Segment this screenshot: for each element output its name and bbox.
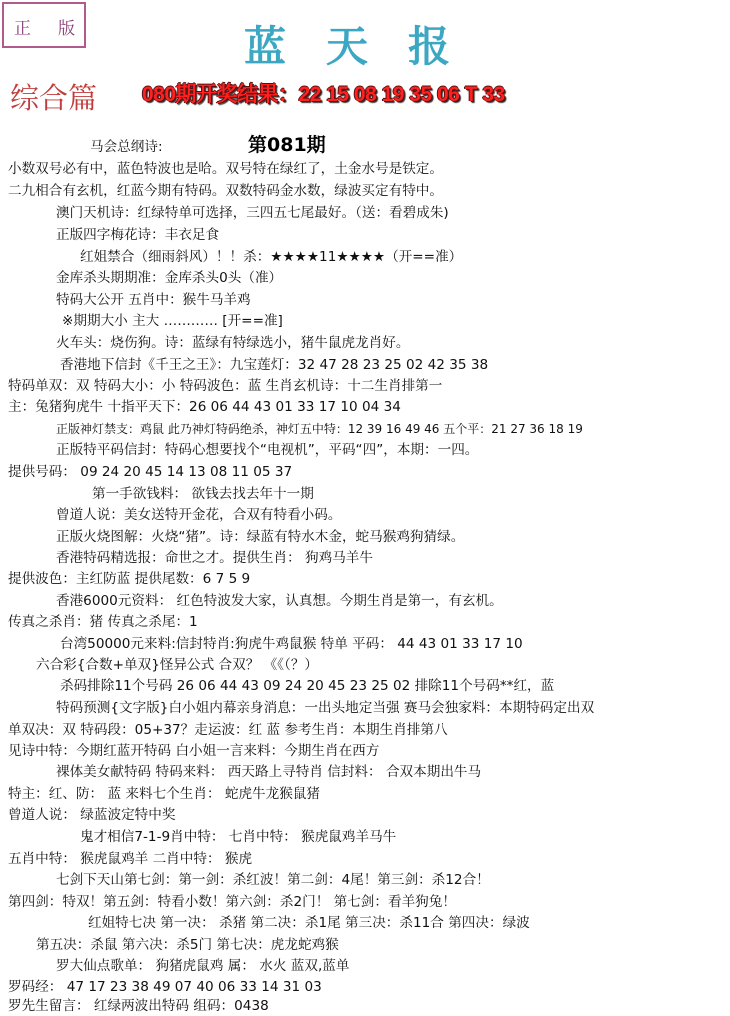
content-line: 小数双号必有中，蓝色特波也是哈。双号特在绿红了，土金水号是铁定。 xyxy=(8,161,443,177)
content-line: 红姐特七决 第一决： 杀猪 第二决：杀1尾 第三决：杀11合 第四决：绿波 xyxy=(88,915,530,931)
content-line: 香港地下信封《千王之王》：九宝莲灯：32 47 28 23 25 02 42 35 38 xyxy=(60,357,489,373)
issue-number: 第081期 xyxy=(248,134,326,156)
content-line: 六合彩{合数+单双}怪异公式 合双？ 《《（？） xyxy=(36,657,319,673)
content-line: 罗码经： 47 17 23 38 49 07 40 06 33 14 31 03 xyxy=(8,979,322,995)
content-line: 金库杀头期期准：金库杀头0头（准） xyxy=(56,270,283,286)
section-heading: 综合篇 xyxy=(10,81,98,115)
content-line: 红姐禁合（细雨斜风）！！杀：★★★★11★★★★（开==准） xyxy=(80,249,463,265)
stamp-char-2: 版 xyxy=(58,19,75,39)
content-line: 传真之杀肖：猪 传真之杀尾：1 xyxy=(8,614,198,630)
genuine-stamp xyxy=(2,2,86,48)
content-line: 曾道人说： 绿蓝波定特中奖 xyxy=(8,807,176,823)
content-line: 第四剑：特双！第五剑：特看小数！第六剑：杀2门！ 第七剑：看羊狗兔！ xyxy=(8,894,456,910)
content-line: 特码大公开 五肖中：猴牛马羊鸡 xyxy=(56,292,251,308)
content-line: 火车头：烧伤狗。诗：蓝绿有特绿选小，猪牛鼠虎龙肖好。 xyxy=(56,335,410,351)
content-line: 提供号码： 09 24 20 45 14 13 08 11 05 37 xyxy=(8,464,293,480)
content-line: 正版神灯禁支：鸡鼠 此乃神灯特码绝杀，神灯五中特：12 39 16 49 46 五个平：21 27 36 18 19 xyxy=(56,422,583,436)
content-line: 正版四字梅花诗：丰衣足食 xyxy=(56,227,220,243)
content-line: 提供波色：主红防蓝 提供尾数：6 7 5 9 xyxy=(8,571,251,587)
content-line: 香港特码精选报：命世之才。提供生肖： 狗鸡马羊牛 xyxy=(56,550,373,566)
stamp-char-1: 正 xyxy=(14,19,31,39)
content-line: 见诗中特：今期红蓝开特码 白小姐一言来料：今期生肖在西方 xyxy=(8,743,380,759)
content-line: 特码单双：双 特码大小：小 特码波色：蓝 生肖玄机诗：十二生肖排第一 xyxy=(8,378,443,394)
draw-result-banner: 080期开奖结果：22 15 08 19 35 06 T 33 xyxy=(142,83,505,106)
content-line: 五肖中特： 猴虎鼠鸡羊 二肖中特： 猴虎 xyxy=(8,851,253,867)
content-line: 曾道人说：美女送特开金花，合双有特看小码。 xyxy=(56,507,342,523)
content-line: 正版特平码信封：特码心想要找个“电视机”，平码“四”，本期：一四。 xyxy=(56,442,479,458)
content-line: 鬼才相信7-1-9肖中特： 七肖中特： 猴虎鼠鸡羊马牛 xyxy=(80,829,397,845)
content-line: 罗大仙点歌单： 狗猪虎鼠鸡 属： 水火 蓝双,蓝单 xyxy=(56,958,350,974)
content-line: 特主：红、防： 蓝 来料七个生肖： 蛇虎牛龙猴鼠猪 xyxy=(8,786,321,802)
content-line: 罗先生留言： 红绿两波出特码 组码：0438 xyxy=(8,998,269,1014)
content-line: ※期期大小 主大 ………… [开==准] xyxy=(62,313,283,329)
content-line: 台湾50000元来料:信封特肖:狗虎牛鸡鼠猴 特单 平码： 44 43 01 33 17 10 xyxy=(60,636,523,652)
content-line: 七剑下天山第七剑：第一剑：杀红波！第二剑：4尾！第三剑：杀12合！ xyxy=(56,872,490,888)
content-line: 第一手欲钱料： 欲钱去找去年十一期 xyxy=(92,486,314,502)
newspaper-title: 蓝天报 xyxy=(244,22,491,71)
content-line: 马会总纲诗: xyxy=(90,139,163,155)
content-line: 第五决：杀鼠 第六决：杀5门 第七决：虎龙蛇鸡猴 xyxy=(36,937,339,953)
content-line: 单双决：双 特码段：05+37？走运波：红 蓝 参考生肖：本期生肖排第八 xyxy=(8,722,448,738)
content-line: 正版火烧图解：火烧“猪”。诗：绿蓝有特水木金，蛇马猴鸡狗猜绿。 xyxy=(56,529,465,545)
content-line: 特码预测{文字版}白小姐内幕亲身消息：一出头地定当强 赛马会独家料：本期特码定出双 xyxy=(56,700,595,716)
content-line: 二九相合有玄机，红蓝今期有特码。双数特码金水数，绿波买定有特中。 xyxy=(8,183,443,199)
content-line: 香港6000元资料： 红色特波发大家，认真想。今期生肖是第一，有玄机。 xyxy=(56,593,503,609)
content-line: 主：兔猪狗虎牛 十指平天下：26 06 44 43 01 33 17 10 04 34 xyxy=(8,399,401,415)
content-line: 杀码排除11个号码 26 06 44 43 09 24 20 45 23 25 02 排除11个号码**红，蓝 xyxy=(60,678,555,694)
content-line: 澳门天机诗：红绿特单可选择，三四五七尾最好。（送：看碧成朱) xyxy=(56,205,449,221)
content-line: 裸体美女献特码 特码来料： 西天路上寻特肖 信封料： 合双本期出牛马 xyxy=(56,764,482,780)
